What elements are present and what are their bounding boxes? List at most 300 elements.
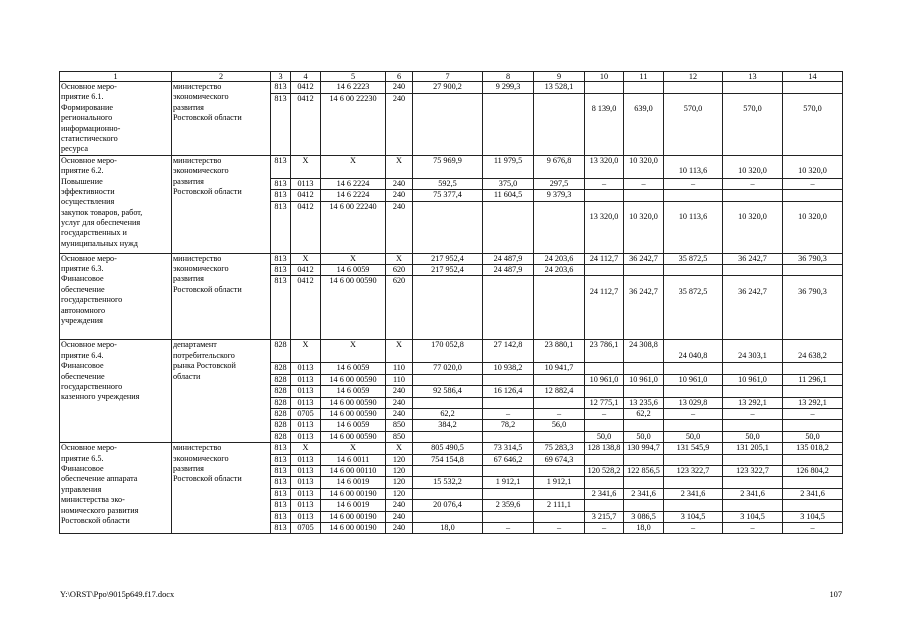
- cell-c7: 77 020,0: [413, 363, 483, 374]
- cell-c3: 813: [271, 511, 291, 522]
- cell-c5: 14 6 00 00590: [321, 374, 386, 385]
- cell-c14: [783, 190, 843, 201]
- cell-c6: 240: [386, 93, 413, 155]
- measure-name: [60, 443, 172, 534]
- cell-c12: 123 322,7: [664, 466, 723, 477]
- cell-c7: [413, 397, 483, 408]
- cell-c7: [413, 511, 483, 522]
- cell-c11: [624, 477, 664, 488]
- cell-c10: 2 341,6: [585, 488, 624, 499]
- column-header-4: 4: [291, 72, 321, 82]
- measure-name-line: эффективности: [61, 186, 115, 196]
- cell-c11: 2 341,6: [624, 488, 664, 499]
- cell-c11: 3 086,5: [624, 511, 664, 522]
- column-header-14: 14: [783, 72, 843, 82]
- executor-line: министерство: [173, 253, 222, 263]
- cell-c14: 2 341,6: [783, 488, 843, 499]
- cell-c6: 850: [386, 431, 413, 442]
- measure-name: [60, 155, 172, 253]
- measure-name-line: услуг для обеспечения: [61, 218, 141, 228]
- measure-name: [60, 82, 172, 156]
- cell-c7: [413, 201, 483, 253]
- cell-c8: 375,0: [483, 178, 534, 189]
- cell-c10: 3 215,7: [585, 511, 624, 522]
- executor-line: министерство: [173, 82, 222, 91]
- cell-c4: X: [291, 340, 321, 363]
- measure-name-line: автономного: [61, 305, 106, 315]
- cell-c5: 14 6 0019: [321, 477, 386, 488]
- cell-c12: [664, 82, 723, 94]
- measure-name-line: государственного: [61, 295, 123, 305]
- executor-line: департамент: [173, 340, 217, 350]
- executor-line: экономического: [173, 166, 229, 176]
- cell-c13: 570,0: [723, 93, 783, 155]
- cell-c10: [585, 420, 624, 431]
- cell-c6: 120: [386, 488, 413, 499]
- cell-c3: 813: [271, 477, 291, 488]
- measure-name-line: Финансовое: [61, 274, 104, 284]
- cell-c4: 0113: [291, 374, 321, 385]
- executor: [172, 443, 271, 534]
- cell-c8: [483, 276, 534, 340]
- cell-c3: 828: [271, 431, 291, 442]
- cell-c3: 813: [271, 82, 291, 94]
- cell-c10: [585, 500, 624, 511]
- cell-c3: 813: [271, 201, 291, 253]
- cell-c10: [585, 82, 624, 94]
- measure-name: [60, 253, 172, 340]
- cell-c11: 36 242,7: [624, 253, 664, 264]
- cell-c13: [723, 386, 783, 397]
- cell-c12: 131 545,9: [664, 443, 723, 454]
- cell-c14: 36 790,3: [783, 276, 843, 340]
- cell-c11: [624, 454, 664, 465]
- cell-c13: 131 205,1: [723, 443, 783, 454]
- cell-c7: 15 532,2: [413, 477, 483, 488]
- cell-c9: –: [534, 523, 585, 534]
- cell-c7: 27 900,2: [413, 82, 483, 94]
- cell-c7: 384,2: [413, 420, 483, 431]
- cell-c9: 69 674,3: [534, 454, 585, 465]
- cell-c3: 813: [271, 500, 291, 511]
- cell-c7: [413, 466, 483, 477]
- cell-c5: 14 6 2223: [321, 82, 386, 94]
- cell-c11: –: [624, 178, 664, 189]
- cell-c13: [723, 363, 783, 374]
- cell-c13: [723, 420, 783, 431]
- table-row: [60, 82, 843, 94]
- cell-c3: 813: [271, 523, 291, 534]
- cell-c11: [624, 264, 664, 275]
- cell-c14: 24 638,2: [783, 340, 843, 363]
- cell-c10: –: [585, 178, 624, 189]
- cell-c14: [783, 386, 843, 397]
- measure-name-line: Финансовое: [61, 361, 104, 371]
- cell-c8: [483, 201, 534, 253]
- column-header-12: 12: [664, 72, 723, 82]
- cell-c9: 9 379,3: [534, 190, 585, 201]
- column-header-1: 1: [60, 72, 172, 82]
- cell-c5: X: [321, 253, 386, 264]
- cell-c9: [534, 201, 585, 253]
- cell-c10: 120 528,2: [585, 466, 624, 477]
- measure-name-line: осуществления: [61, 197, 115, 207]
- measure-name-line: номического развития: [61, 505, 139, 515]
- cell-c6: 240: [386, 408, 413, 419]
- cell-c9: 75 283,3: [534, 443, 585, 454]
- cell-c14: [783, 477, 843, 488]
- cell-c7: 62,2: [413, 408, 483, 419]
- cell-c5: 14 6 2224: [321, 190, 386, 201]
- cell-c13: 50,0: [723, 431, 783, 442]
- cell-c13: 3 104,5: [723, 511, 783, 522]
- measure-name-line: Финансовое: [61, 463, 104, 473]
- measure-name: [60, 340, 172, 443]
- cell-c8: [483, 431, 534, 442]
- executor-line: экономического: [173, 92, 229, 102]
- cell-c12: [664, 264, 723, 275]
- measure-name-line: Формирование: [61, 102, 114, 112]
- measure-name-line: управления: [61, 484, 102, 494]
- cell-c5: 14 6 00 00190: [321, 511, 386, 522]
- cell-c8: 67 646,2: [483, 454, 534, 465]
- cell-c11: [624, 190, 664, 201]
- cell-c8: 10 938,2: [483, 363, 534, 374]
- measure-name-line: статистического: [61, 133, 118, 143]
- cell-c8: –: [483, 408, 534, 419]
- executor: [172, 340, 271, 443]
- cell-c9: –: [534, 408, 585, 419]
- cell-c8: [483, 374, 534, 385]
- measure-name-line: учреждения: [61, 315, 103, 325]
- cell-c9: [534, 466, 585, 477]
- cell-c6: 240: [386, 190, 413, 201]
- cell-c12: [664, 500, 723, 511]
- cell-c4: 0113: [291, 500, 321, 511]
- document-path: Y:\ORST\Ppo\9015p649.f17.docx: [60, 590, 175, 599]
- cell-c10: 13 320,0: [585, 155, 624, 178]
- cell-c11: 62,2: [624, 408, 664, 419]
- cell-c12: –: [664, 178, 723, 189]
- cell-c12: 570,0: [664, 93, 723, 155]
- cell-c9: 13 528,1: [534, 82, 585, 94]
- cell-c10: [585, 363, 624, 374]
- cell-c12: [664, 454, 723, 465]
- column-header-9: 9: [534, 72, 585, 82]
- cell-c3: 813: [271, 488, 291, 499]
- cell-c11: 639,0: [624, 93, 664, 155]
- cell-c9: 9 676,8: [534, 155, 585, 178]
- budget-table-page: [59, 71, 842, 582]
- cell-c6: 240: [386, 500, 413, 511]
- cell-c5: X: [321, 443, 386, 454]
- cell-c7: 75 969,9: [413, 155, 483, 178]
- cell-c6: 240: [386, 82, 413, 94]
- executor-line: Ростовской области: [173, 186, 242, 196]
- measure-name-line: государственного: [61, 381, 123, 391]
- cell-c13: [723, 500, 783, 511]
- column-header-3: 3: [271, 72, 291, 82]
- cell-c8: [483, 397, 534, 408]
- cell-c6: 110: [386, 374, 413, 385]
- cell-c6: X: [386, 253, 413, 264]
- cell-c13: 36 242,7: [723, 253, 783, 264]
- cell-c12: 13 029,8: [664, 397, 723, 408]
- cell-c10: 24 112,7: [585, 253, 624, 264]
- cell-c9: [534, 431, 585, 442]
- cell-c5: 14 6 0059: [321, 264, 386, 275]
- cell-c12: [664, 420, 723, 431]
- cell-c6: 620: [386, 276, 413, 340]
- cell-c7: 592,5: [413, 178, 483, 189]
- measure-name-line: закупок товаров, работ,: [61, 207, 143, 217]
- cell-c14: 135 018,2: [783, 443, 843, 454]
- cell-c6: 120: [386, 477, 413, 488]
- cell-c5: 14 6 00 22240: [321, 201, 386, 253]
- column-header-11: 11: [624, 72, 664, 82]
- cell-c11: [624, 363, 664, 374]
- executor-line: области: [173, 371, 201, 381]
- cell-c13: [723, 82, 783, 94]
- cell-c11: 10 320,0: [624, 155, 664, 178]
- cell-c9: [534, 93, 585, 155]
- cell-c3: 813: [271, 93, 291, 155]
- cell-c7: 75 377,4: [413, 190, 483, 201]
- executor-line: развития: [173, 102, 204, 112]
- executor-line: рынка Ростовской: [173, 361, 236, 371]
- measure-name-line: Основное меро-: [61, 340, 117, 350]
- cell-c12: [664, 190, 723, 201]
- cell-c5: 14 6 0059: [321, 386, 386, 397]
- measure-name-line: регионального: [61, 113, 113, 123]
- cell-c8: [483, 93, 534, 155]
- executor-line: экономического: [173, 453, 229, 463]
- cell-c13: –: [723, 408, 783, 419]
- table-header-row: [60, 72, 843, 82]
- cell-c9: [534, 511, 585, 522]
- cell-c9: [534, 276, 585, 340]
- executor-line: развития: [173, 176, 204, 186]
- cell-c4: 0113: [291, 178, 321, 189]
- cell-c14: 126 804,2: [783, 466, 843, 477]
- cell-c11: 10 320,0: [624, 201, 664, 253]
- measure-name-line: Основное меро-: [61, 253, 117, 263]
- cell-c6: 240: [386, 201, 413, 253]
- cell-c12: 10 113,6: [664, 155, 723, 178]
- cell-c11: 122 856,5: [624, 466, 664, 477]
- measure-name-line: обеспечение: [61, 371, 105, 381]
- cell-c7: 805 490,5: [413, 443, 483, 454]
- cell-c4: X: [291, 253, 321, 264]
- cell-c4: 0412: [291, 93, 321, 155]
- cell-c10: 8 139,0: [585, 93, 624, 155]
- cell-c6: 240: [386, 397, 413, 408]
- cell-c9: 24 203,6: [534, 253, 585, 264]
- cell-c8: 1 912,1: [483, 477, 534, 488]
- cell-c8: 24 487,9: [483, 253, 534, 264]
- cell-c10: 10 961,0: [585, 374, 624, 385]
- cell-c13: [723, 477, 783, 488]
- measure-name-line: приятие 6.1.: [61, 92, 104, 102]
- cell-c14: 36 790,3: [783, 253, 843, 264]
- cell-c7: 18,0: [413, 523, 483, 534]
- cell-c10: –: [585, 523, 624, 534]
- cell-c10: 23 786,1: [585, 340, 624, 363]
- cell-c11: 50,0: [624, 431, 664, 442]
- cell-c14: 10 320,0: [783, 201, 843, 253]
- cell-c13: [723, 264, 783, 275]
- cell-c4: 0705: [291, 408, 321, 419]
- cell-c10: [585, 454, 624, 465]
- cell-c9: 297,5: [534, 178, 585, 189]
- measure-name-line: информационно-: [61, 123, 121, 133]
- cell-c12: 35 872,5: [664, 253, 723, 264]
- cell-c10: 12 775,1: [585, 397, 624, 408]
- cell-c12: 10 113,6: [664, 201, 723, 253]
- cell-c14: [783, 420, 843, 431]
- cell-c5: 14 6 00 00190: [321, 523, 386, 534]
- measure-name-line: министерства эко-: [61, 495, 125, 505]
- cell-c7: 754 154,8: [413, 454, 483, 465]
- cell-c11: [624, 386, 664, 397]
- cell-c8: 16 126,4: [483, 386, 534, 397]
- cell-c11: [624, 82, 664, 94]
- cell-c8: 9 299,3: [483, 82, 534, 94]
- executor: [172, 82, 271, 156]
- measure-name-line: приятие 6.4.: [61, 350, 104, 360]
- cell-c13: [723, 190, 783, 201]
- cell-c14: 570,0: [783, 93, 843, 155]
- cell-c9: 10 941,7: [534, 363, 585, 374]
- column-header-5: 5: [321, 72, 386, 82]
- cell-c14: [783, 82, 843, 94]
- cell-c7: 20 076,4: [413, 500, 483, 511]
- cell-c10: 128 138,8: [585, 443, 624, 454]
- cell-c5: 14 6 2224: [321, 178, 386, 189]
- cell-c13: 36 242,7: [723, 276, 783, 340]
- cell-c12: [664, 386, 723, 397]
- cell-c9: 2 111,1: [534, 500, 585, 511]
- cell-c10: 13 320,0: [585, 201, 624, 253]
- cell-c4: 0412: [291, 264, 321, 275]
- cell-c14: 50,0: [783, 431, 843, 442]
- cell-c3: 828: [271, 397, 291, 408]
- cell-c13: 10 961,0: [723, 374, 783, 385]
- cell-c5: 14 6 0019: [321, 500, 386, 511]
- cell-c5: 14 6 00 00590: [321, 431, 386, 442]
- executor-line: потребительского: [173, 350, 235, 360]
- measure-name-line: ресурса: [61, 144, 89, 154]
- cell-c6: X: [386, 443, 413, 454]
- cell-c3: 828: [271, 386, 291, 397]
- cell-c4: 0113: [291, 454, 321, 465]
- cell-c12: [664, 363, 723, 374]
- measure-name-line: приятие 6.5.: [61, 453, 104, 463]
- measure-name-line: Основное меро-: [61, 443, 117, 453]
- cell-c4: 0412: [291, 82, 321, 94]
- measure-name-line: муниципальных нужд: [61, 238, 138, 248]
- cell-c7: 92 586,4: [413, 386, 483, 397]
- cell-c14: [783, 264, 843, 275]
- cell-c10: [585, 386, 624, 397]
- cell-c6: 110: [386, 363, 413, 374]
- executor-line: развития: [173, 274, 204, 284]
- cell-c3: 813: [271, 466, 291, 477]
- measure-name-line: обеспечение аппарата: [61, 474, 138, 484]
- measure-name-line: Ростовской области: [61, 515, 130, 525]
- cell-c12: 2 341,6: [664, 488, 723, 499]
- cell-c6: 620: [386, 264, 413, 275]
- cell-c3: 828: [271, 340, 291, 363]
- measure-name-line: обеспечение: [61, 284, 105, 294]
- cell-c13: 10 320,0: [723, 201, 783, 253]
- budget-table: [59, 71, 843, 534]
- cell-c9: [534, 488, 585, 499]
- cell-c4: 0113: [291, 363, 321, 374]
- cell-c7: [413, 276, 483, 340]
- cell-c4: 0113: [291, 397, 321, 408]
- executor-line: экономического: [173, 263, 229, 273]
- cell-c9: 56,0: [534, 420, 585, 431]
- column-header-6: 6: [386, 72, 413, 82]
- executor-line: Ростовской области: [173, 284, 242, 294]
- cell-c5: 14 6 00 00190: [321, 488, 386, 499]
- cell-c4: 0113: [291, 431, 321, 442]
- table-row: [60, 253, 843, 264]
- cell-c4: 0113: [291, 477, 321, 488]
- cell-c14: [783, 363, 843, 374]
- cell-c5: 14 6 00 00590: [321, 408, 386, 419]
- cell-c4: 0113: [291, 511, 321, 522]
- cell-c14: [783, 500, 843, 511]
- cell-c3: 828: [271, 408, 291, 419]
- cell-c7: [413, 431, 483, 442]
- cell-c3: 813: [271, 276, 291, 340]
- cell-c4: 0412: [291, 276, 321, 340]
- cell-c3: 813: [271, 454, 291, 465]
- table-row: [60, 443, 843, 454]
- column-header-13: 13: [723, 72, 783, 82]
- cell-c7: [413, 488, 483, 499]
- cell-c4: 0412: [291, 201, 321, 253]
- cell-c5: 14 6 0059: [321, 363, 386, 374]
- cell-c12: 24 040,8: [664, 340, 723, 363]
- cell-c5: 14 6 0059: [321, 420, 386, 431]
- cell-c8: –: [483, 523, 534, 534]
- cell-c6: X: [386, 155, 413, 178]
- cell-c4: 0113: [291, 420, 321, 431]
- cell-c7: [413, 374, 483, 385]
- measure-name-line: приятие 6.3.: [61, 263, 104, 273]
- cell-c6: 240: [386, 178, 413, 189]
- cell-c11: 36 242,7: [624, 276, 664, 340]
- cell-c11: [624, 500, 664, 511]
- column-header-2: 2: [172, 72, 271, 82]
- cell-c6: 240: [386, 523, 413, 534]
- cell-c3: 813: [271, 253, 291, 264]
- cell-c4: 0113: [291, 386, 321, 397]
- cell-c12: 3 104,5: [664, 511, 723, 522]
- cell-c6: 240: [386, 386, 413, 397]
- cell-c8: 78,2: [483, 420, 534, 431]
- table-row: [60, 340, 843, 363]
- cell-c13: [723, 454, 783, 465]
- column-header-8: 8: [483, 72, 534, 82]
- cell-c11: 18,0: [624, 523, 664, 534]
- cell-c4: 0113: [291, 466, 321, 477]
- cell-c3: 828: [271, 374, 291, 385]
- cell-c8: 2 359,6: [483, 500, 534, 511]
